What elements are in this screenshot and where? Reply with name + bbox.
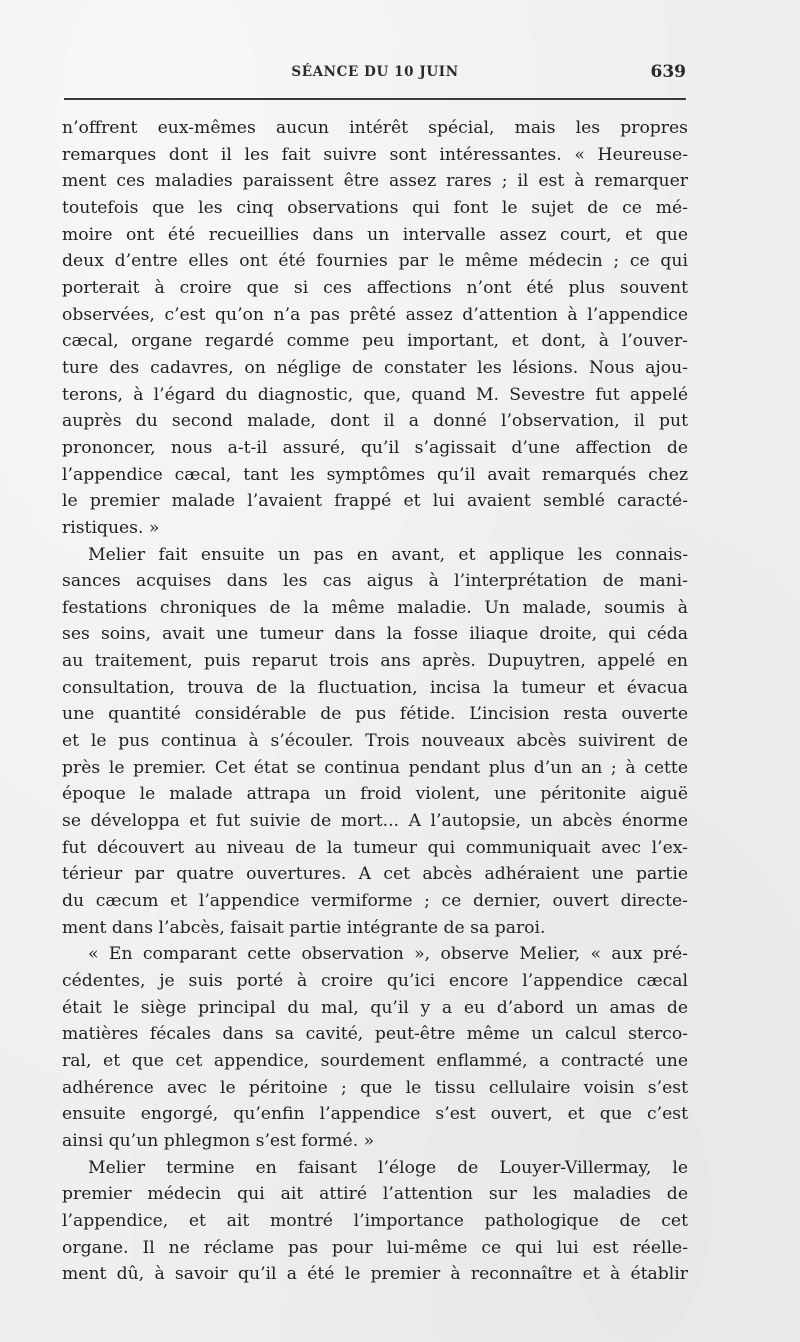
text-line: Melier termine en faisant l’éloge de Louyer-Villermay, le (88, 1157, 688, 1178)
paragraph (62, 115, 688, 542)
text-line: près le premier. Cet état se continua pendant plus d’un an ; à cette (62, 757, 688, 778)
text-line: « En comparant cette observation », observe Melier, « aux pré- (88, 944, 688, 965)
text-line: et le pus continua à s’écouler. Trois nouveaux abcès suivirent de (62, 731, 688, 752)
text-line: organe. Il ne réclame pas pour lui-même ce qui lui est réelle- (62, 1237, 688, 1258)
paragraph (62, 1155, 688, 1288)
text-line: moire ont été recueillies dans un intervalle assez court, et que (62, 224, 688, 245)
text-line: ristiques. » (62, 517, 160, 538)
text-line: l’appendice cæcal, tant les symptômes qu’il avait remarqués chez (62, 464, 688, 485)
text-line: cæcal, organe regardé comme peu important, et dont, à l’ouver- (62, 331, 688, 352)
text-line: auprès du second malade, dont il a donné l’observation, il put (62, 411, 688, 432)
text-line: le premier malade l’avaient frappé et lui avaient semblé caracté- (62, 491, 688, 512)
text-line: festations chroniques de la même maladie. Un malade, soumis à (62, 597, 688, 618)
paragraph (62, 542, 688, 942)
text-line: fut découvert au niveau de la tumeur qui communiquait avec l’ex- (62, 837, 688, 858)
text-line: prononcer, nous a-t-il assuré, qu’il s’agissait d’une affection de (62, 437, 688, 458)
text-line: toutefois que les cinq observations qui font le sujet de ce mé- (62, 197, 688, 218)
text-line: époque le malade attrapa un froid violent, une péritonite aiguë (62, 784, 688, 805)
text-line: se développa et fut suivie de mort... A l’autopsie, un abcès énorme (62, 811, 688, 832)
text-line: ment dû, à savoir qu’il a été le premier à reconnaître et à établir (62, 1264, 688, 1285)
page-number: 639 (650, 62, 686, 82)
text-line: Melier fait ensuite un pas en avant, et applique les connais- (88, 544, 688, 565)
text-line: l’appendice, et ait montré l’importance pathologique de cet (62, 1210, 688, 1231)
text-line: au traitement, puis reparut trois ans après. Dupuytren, appelé en (62, 651, 688, 672)
text-line: ensuite engorgé, qu’enfin l’appendice s’est ouvert, et que c’est (62, 1104, 688, 1125)
text-line: remarques dont il les fait suivre sont intéressantes. « Heureuse- (62, 144, 688, 165)
paragraph (62, 941, 688, 1154)
text-line: ral, et que cet appendice, sourdement enflammé, a contracté une (62, 1050, 688, 1071)
text-line: cédentes, je suis porté à croire qu’ici encore l’appendice cæcal (62, 971, 688, 991)
text-line: térieur par quatre ouvertures. A cet abcès adhéraient une partie (62, 864, 688, 885)
header-rule (64, 98, 686, 100)
text-line: adhérence avec le péritoine ; que le tissu cellulaire voisin s’est (62, 1077, 688, 1098)
text-line: ses soins, avait une tumeur dans la fosse iliaque droite, qui céda (62, 624, 688, 645)
page-header (64, 58, 686, 90)
text-line: du cæcum et l’appendice vermiforme ; ce dernier, ouvert directe- (62, 891, 688, 912)
text-line: deux d’entre elles ont été fournies par le même médecin ; ce qui (62, 251, 688, 272)
text-line: matières fécales dans sa cavité, peut-être même un calcul sterco- (62, 1024, 688, 1045)
text-line: terons, à l’égard du diagnostic, que, quand M. Sevestre fut appelé (62, 384, 688, 405)
text-line: sances acquises dans les cas aigus à l’interprétation de mani- (62, 571, 688, 592)
text-line: consultation, trouva de la fluctuation, incisa la tumeur et évacua (62, 677, 688, 698)
text-line: ment ces maladies paraissent être assez rares ; il est à remarquer (62, 171, 688, 192)
text-line: observées, c’est qu’on n’a pas prêté assez d’attention à l’appendice (62, 304, 688, 325)
text-line: ment dans l’abcès, faisait partie intégrante de sa paroi. (62, 917, 546, 938)
running-head: SÉANCE DU 10 JUIN (291, 64, 459, 80)
text-line: premier médecin qui ait attiré l’attention sur les maladies de (62, 1184, 688, 1205)
text-line: une quantité considérable de pus fétide. L’incision resta ouverte (62, 704, 688, 725)
text-line: ture des cadavres, on néglige de constater les lésions. Nous ajou- (62, 357, 688, 378)
body-text (62, 115, 688, 1288)
text-line: était le siège principal du mal, qu’il y a eu d’abord un amas de (62, 997, 688, 1018)
text-line: n’offrent eux-mêmes aucun intérêt spécial, mais les propres (62, 118, 688, 138)
text-line: porterait à croire que si ces affections n’ont été plus souvent (62, 277, 688, 298)
text-line: ainsi qu’un phlegmon s’est formé. » (62, 1130, 375, 1151)
